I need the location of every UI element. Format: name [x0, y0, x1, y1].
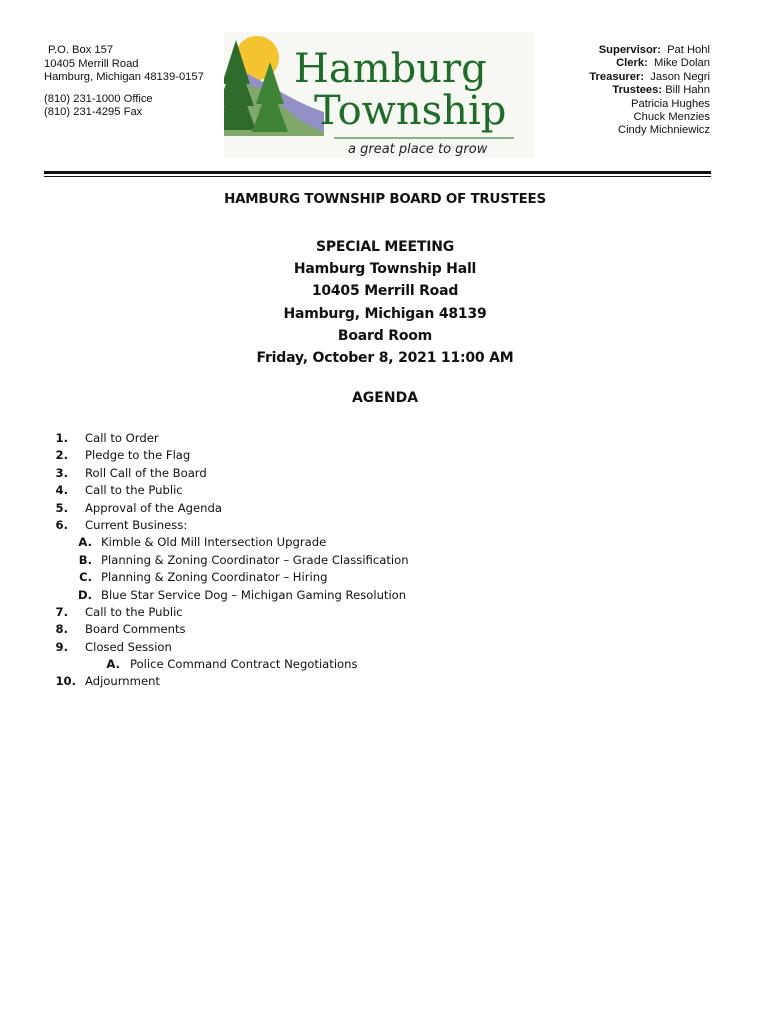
official-line: Treasurer: Jason Negri — [589, 70, 710, 83]
agenda-item-number: D. — [77, 587, 92, 602]
header-divider-thin — [44, 176, 711, 177]
agenda-item-number: 10. — [55, 674, 76, 689]
phone-line: (810) 231-4295 Fax — [44, 106, 143, 119]
hamburg-township-logo — [224, 32, 534, 158]
official-line: Clerk: Mike Dolan — [616, 57, 710, 70]
agenda-item-text: Call to the Public — [85, 483, 183, 498]
agenda-item-text: Adjournment — [85, 674, 160, 689]
agenda-item-text: Board Comments — [85, 622, 186, 637]
logo-tagline: a great place to grow — [348, 142, 488, 157]
address-line: 10405 Merrill Road — [44, 57, 139, 70]
agenda-title: AGENDA — [351, 390, 419, 406]
agenda-item-number: 2. — [55, 448, 68, 463]
official-line: Supervisor: Pat Hohl — [598, 44, 710, 56]
agenda-item-number: 6. — [55, 517, 68, 532]
agenda-item-text: Closed Session — [85, 639, 172, 654]
agenda-item-number: 1. — [55, 431, 68, 445]
agenda-item-number: 4. — [55, 483, 68, 498]
address-line: P.O. Box 157 — [48, 44, 114, 56]
agenda-item-number: A. — [106, 657, 120, 672]
letterhead-address — [44, 44, 204, 120]
agenda-item-text: Current Business: — [85, 517, 188, 532]
agenda-item-text: Planning & Zoning Coordinator – Hiring — [101, 570, 328, 585]
meeting-room: Board Room — [337, 327, 433, 344]
agenda-item-text: Kimble & Old Mill Intersection Upgrade — [101, 535, 327, 550]
agenda-item-text: Pledge to the Flag — [85, 448, 191, 463]
meeting-street: 10405 Merrill Road — [311, 283, 459, 300]
meeting-city: Hamburg, Michigan 48139 — [283, 305, 487, 322]
meeting-datetime: Friday, October 8, 2021 11:00 AM — [256, 350, 514, 367]
logo-word-hamburg: Hamburg — [294, 46, 487, 92]
logo-word-township: Township — [314, 88, 507, 134]
meeting-details — [0, 236, 770, 369]
meeting-location: Hamburg Township Hall — [293, 261, 477, 278]
agenda-item-text: Call to Order — [85, 431, 159, 445]
agenda-item-number: 3. — [55, 465, 68, 480]
agenda-item-text: Call to the Public — [85, 604, 183, 619]
agenda-item-text: Police Command Contract Negotiations — [130, 657, 358, 672]
header-divider-thick — [44, 171, 711, 174]
agenda-item-text: Planning & Zoning Coordinator – Grade Classification — [101, 552, 409, 567]
board-title: HAMBURG TOWNSHIP BOARD OF TRUSTEES — [224, 192, 546, 207]
phone-line: (810) 231-1000 Office — [44, 92, 153, 105]
agenda-item-number: B. — [78, 552, 92, 567]
agenda-item-number: 7. — [55, 604, 68, 619]
address-line: Hamburg, Michigan 48139-0157 — [44, 71, 204, 84]
agenda-item-text: Approval of the Agenda — [85, 500, 222, 515]
agenda-item-text: Roll Call of the Board — [85, 465, 207, 480]
official-line: Chuck Menzies — [633, 111, 710, 124]
agenda-item-number: A. — [78, 535, 92, 550]
official-line: Cindy Michniewicz — [617, 124, 710, 137]
official-line: Patricia Hughes — [631, 97, 710, 110]
agenda-item-number: C. — [79, 570, 92, 585]
agenda-item-number: 8. — [55, 622, 68, 637]
agenda-item-number: 5. — [55, 500, 68, 515]
official-line: Trustees: Bill Hahn — [612, 84, 710, 97]
agenda-item-text: Blue Star Service Dog – Michigan Gaming Resolution — [101, 587, 407, 602]
officials-list — [589, 44, 710, 138]
meeting-type: SPECIAL MEETING — [315, 239, 455, 255]
agenda-item-number: 9. — [55, 639, 68, 654]
